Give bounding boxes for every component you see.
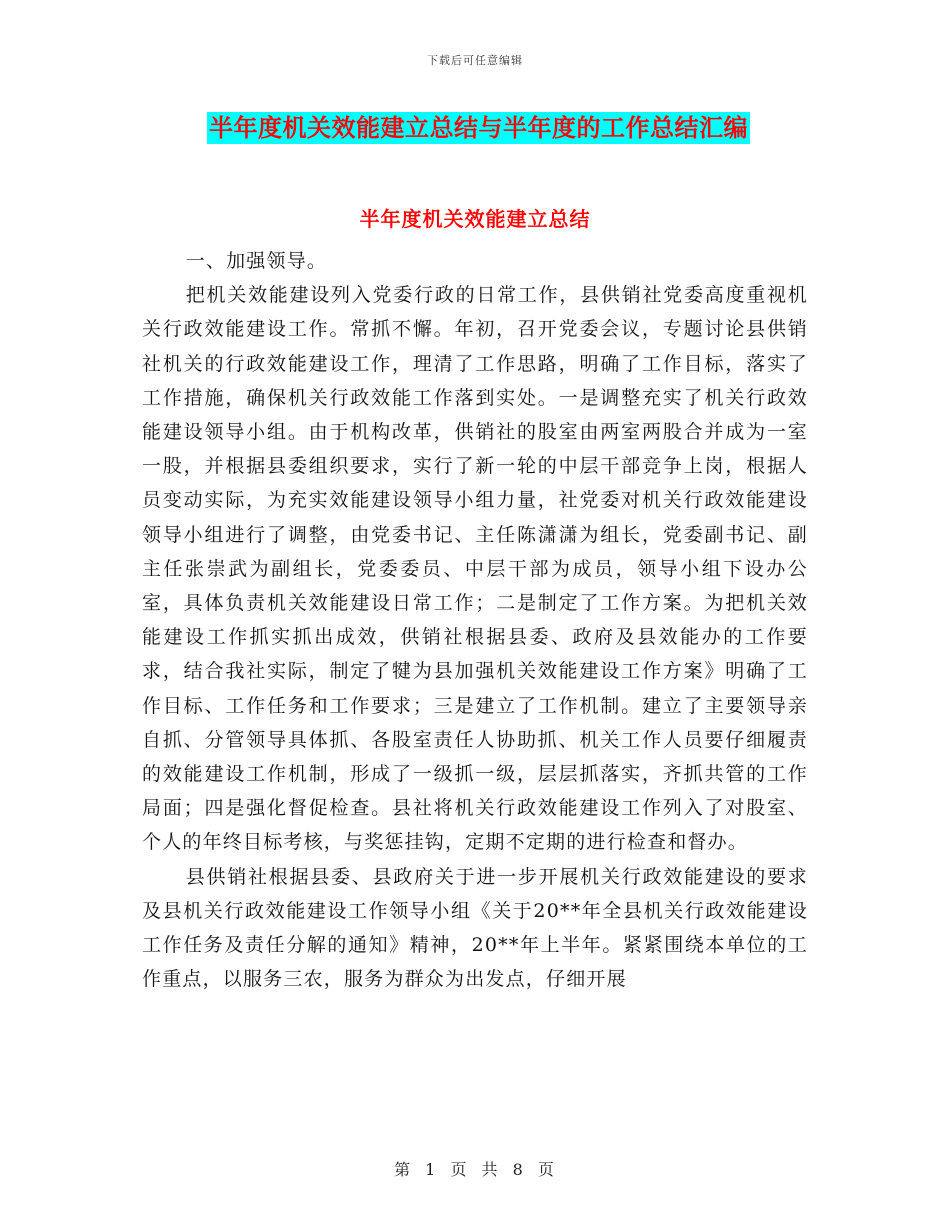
section-title: 半年度机关效能建立总结: [359, 207, 591, 231]
paragraph: 县供销社根据县委、县政府关于进一步开展机关行政效能建设的要求及县机关行政效能建设工作领导小组《关于20**年全县机关行政效能建设工作任务及责任分解的通知》精神，20**年上半年。紧紧围绕本单位的工作重点，以服务三农，服务为群众为出发点，仔细开展: [142, 865, 808, 991]
header-note: 下载后可任意编辑: [427, 54, 523, 67]
paragraph-heading: 一、加强领导。: [185, 250, 328, 272]
page-number: 第 1 页 共 8 页: [394, 1160, 556, 1179]
paragraph: 把机关效能建设列入党委行政的日常工作，县供销社党委高度重视机关行政效能建设工作。常抓不懈。年初，召开党委会议，专题讨论县供销社机关的行政效能建设工作，理清了工作思路，明确了工作目标，落实了工作措施，确保机关行政效能工作落到实处。一是调整充实了机关行政效能建设领导小组。由于机构改革，供销社的股室由两室两股合并成为一室一股，并根据县委组织要求，实行了新一轮的中层干部竞争上岗，根据人员变动实际，为充实效能建设领导小组力量，社党委对机关行政效能建设领导小组进行了调整，由党委书记、主任陈潇潇为组长，党委副书记、副主任张崇武为副组长，党委委员、中层干部为成员，领导小组下设办公室，具体负责机关效能建设日常工作；二是制定了工作方案。为把机关效能建设工作抓实抓出成效，供销社根据县委、政府及县效能办的工作要求，结合我社实际，制定了犍为县加强机关效能建设工作方案》明确了工作目标、工作任务和工作要求；三是建立了工作机制。建立了主要领导亲自抓、分管领导具体抓、各股室责任人协助抓、机关工作人员要仔细履责的效能建设工作机制，形成了一级抓一级，层层抓落实，齐抓共管的工作局面；四是强化督促检查。县社将机关行政效能建设工作列入了对股室、个人的年终目标考核，与奖惩挂钩，定期不定期的进行检查和督办。: [142, 284, 808, 854]
document-body: [142, 244, 808, 996]
document-main-title: 半年度机关效能建立总结与半年度的工作总结汇编: [209, 113, 748, 142]
